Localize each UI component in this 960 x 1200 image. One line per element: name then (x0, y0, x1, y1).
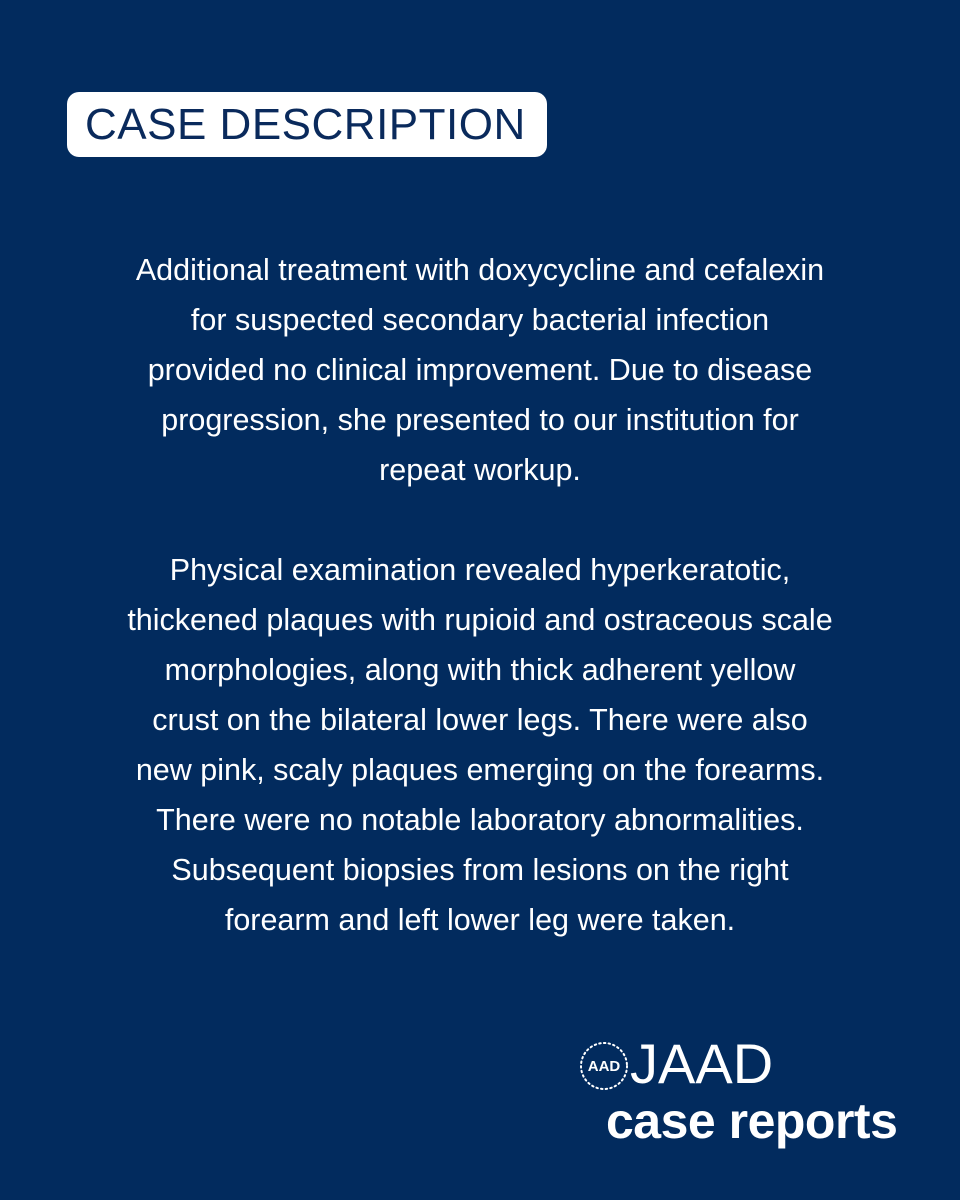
paragraph-line: Physical examination revealed hyperkeratotic, (169, 553, 791, 587)
paragraph-line: crust on the bilateral lower legs. There were also (152, 703, 808, 737)
case-paragraph-2 (40, 545, 920, 945)
aad-seal-icon (578, 1040, 630, 1092)
section-title: CASE DESCRIPTION (85, 99, 526, 149)
seal-label: AAD (587, 1058, 621, 1075)
paragraph-line: provided no clinical improvement. Due to disease (147, 353, 813, 387)
paragraph-line: repeat workup. (379, 453, 581, 487)
paragraph-line: There were no notable laboratory abnormalities. (156, 803, 804, 837)
paragraph-line: thickened plaques with rupioid and ostraceous scale (127, 603, 833, 637)
logo-name: JAAD (630, 1032, 774, 1095)
jaad-case-reports-logo (570, 1030, 930, 1160)
paragraph-line: forearm and left lower leg were taken. (224, 903, 736, 937)
paragraph-line: morphologies, along with thick adherent yellow (164, 653, 796, 687)
logo-subtitle: case reports (606, 1093, 898, 1149)
paragraph-line: new pink, scaly plaques emerging on the forearms. (135, 753, 825, 787)
paragraph-line: progression, she presented to our institution for (161, 403, 799, 437)
section-header-badge (67, 92, 547, 157)
paragraph-line: for suspected secondary bacterial infection (190, 303, 770, 337)
case-paragraph-1 (40, 245, 920, 495)
paragraph-line: Additional treatment with doxycycline and cefalexin (135, 253, 825, 287)
paragraph-line: Subsequent biopsies from lesions on the right (171, 853, 789, 887)
